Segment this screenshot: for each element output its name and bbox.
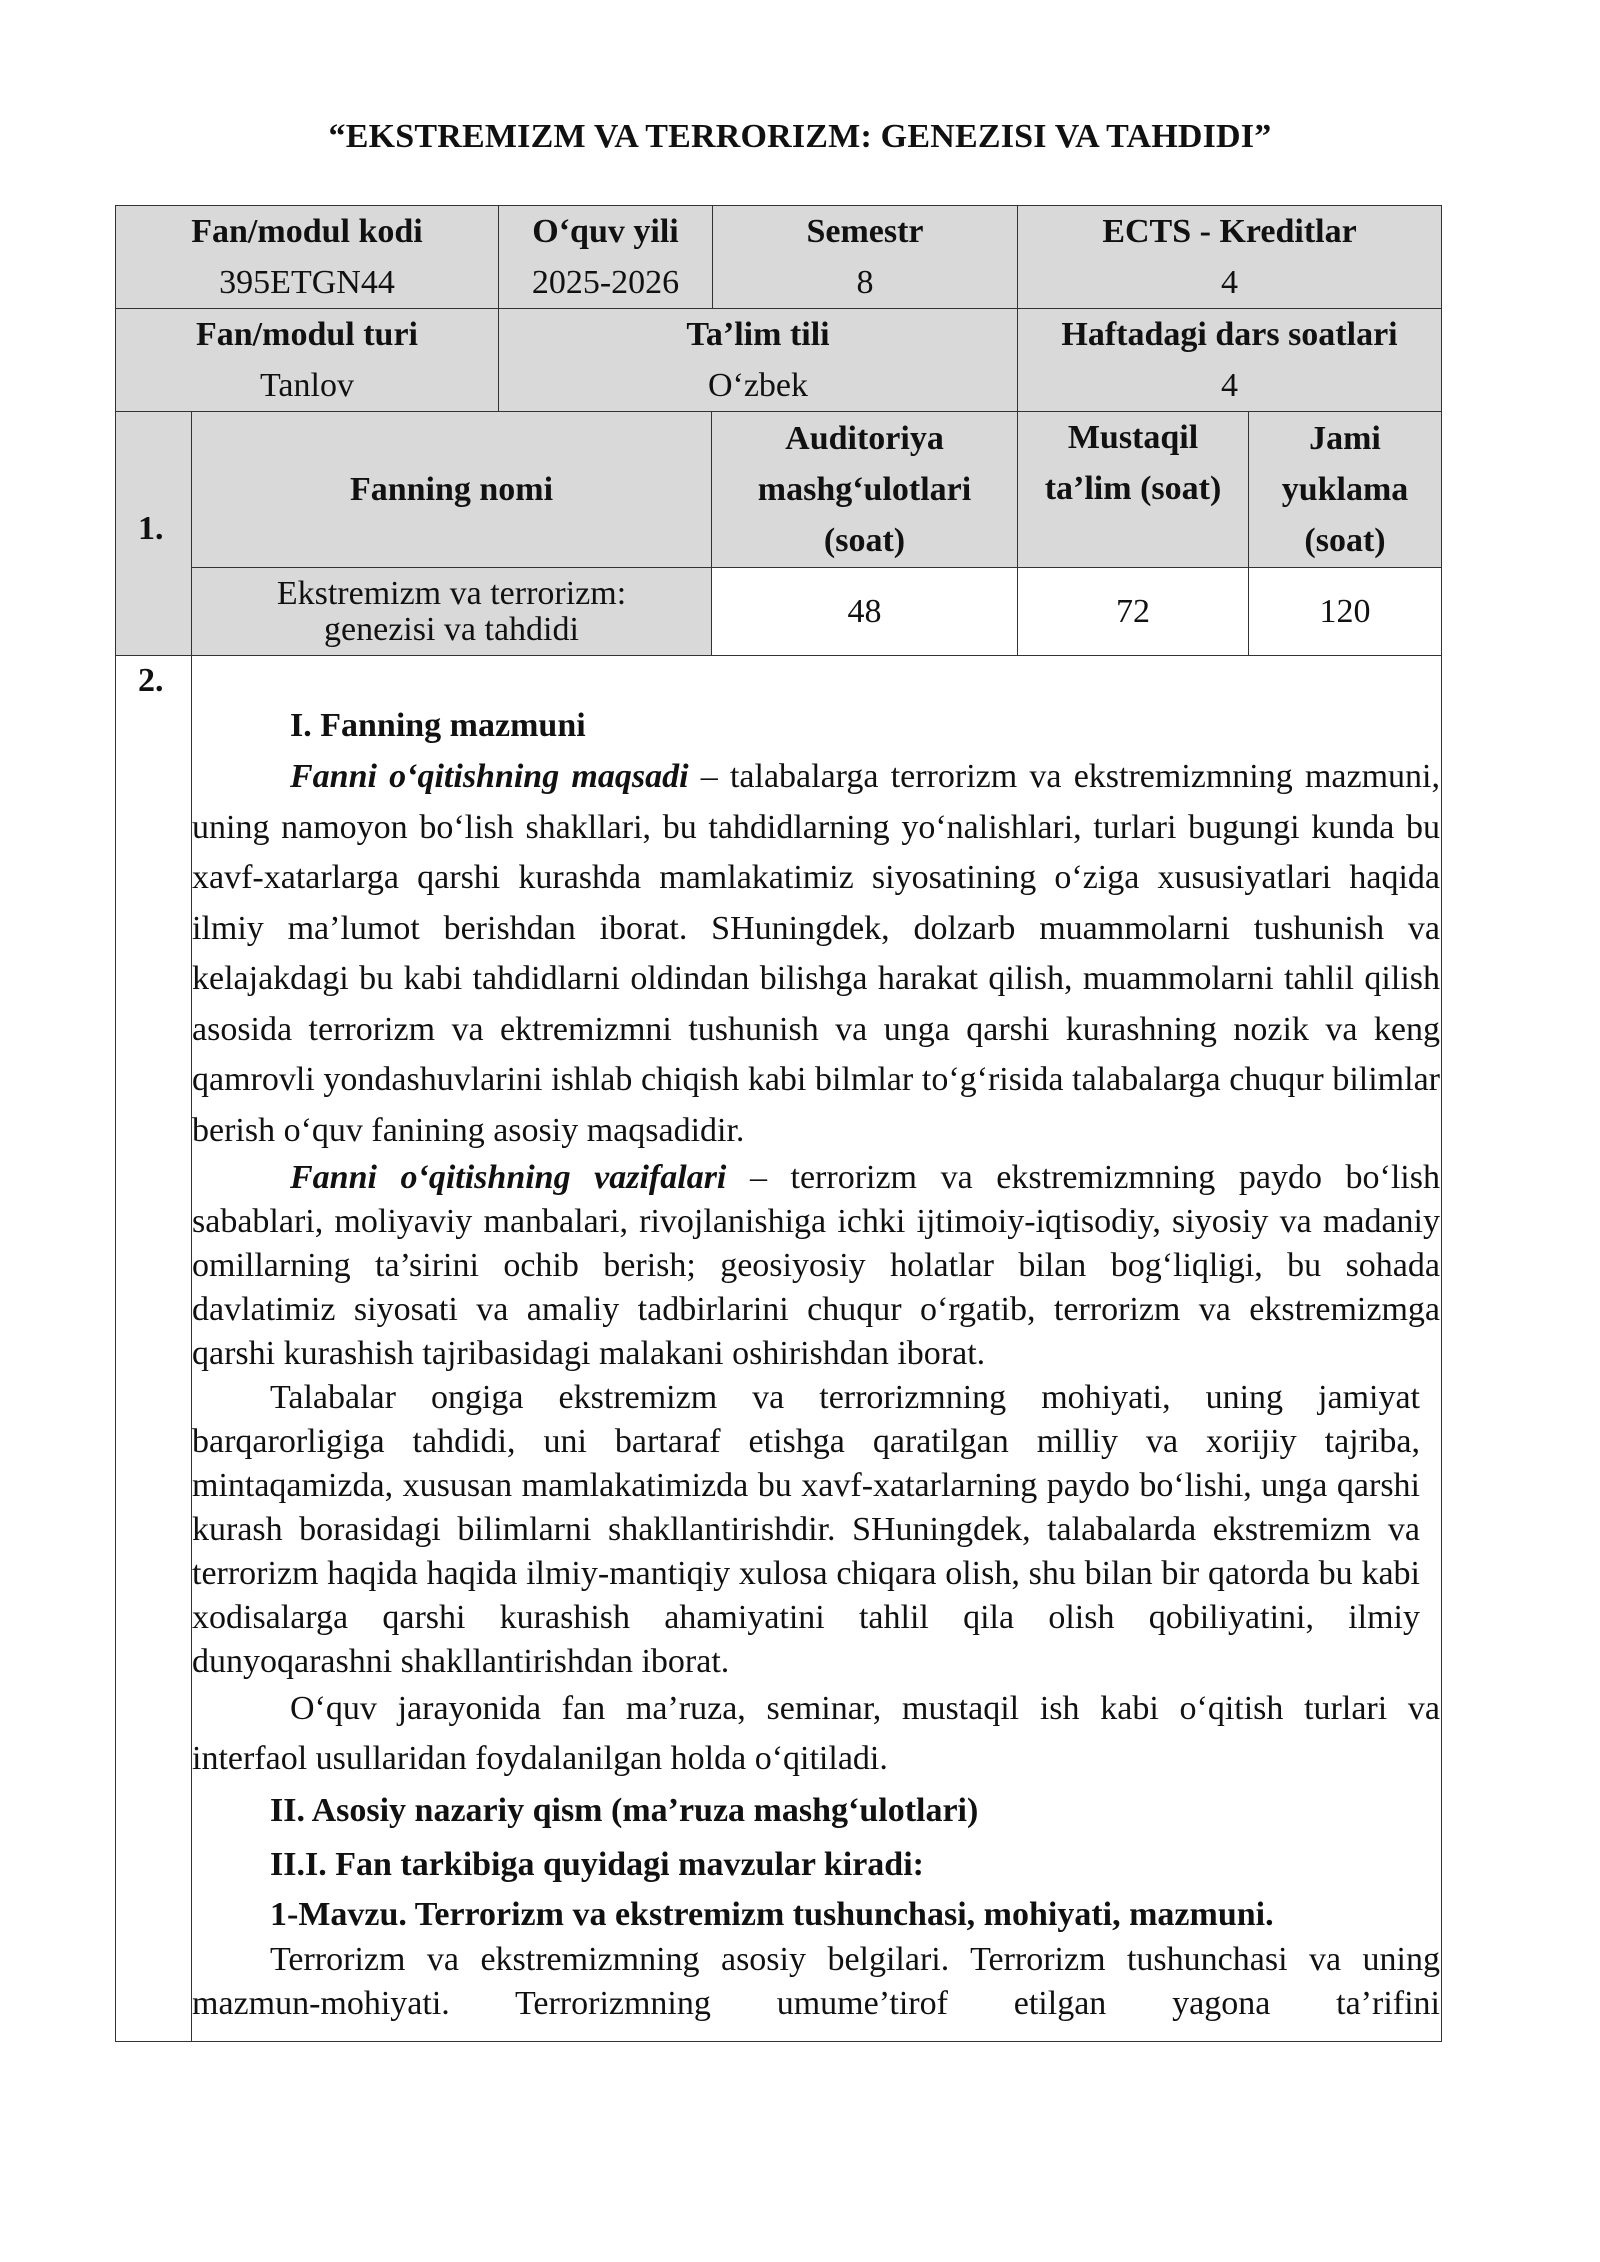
weekly-hours-label: Haftadagi dars soatlari: [1061, 316, 1398, 353]
self-study-label: Mustaqil ta’lim (soat): [1044, 419, 1222, 507]
topic-1-text: Terrorizm va ekstremizmning asosiy belgilari. Terrorizm tushunchasi va uning mazmun-mohiyati. Terrorizmning umume’tirof etilgan yagona ta’rifini: [192, 1941, 1440, 2022]
auditorium-hours-value: 48: [847, 593, 882, 630]
language-label: Ta’lim tili: [686, 316, 830, 353]
course-content: [192, 700, 1440, 2026]
weekly-hours-cell: [1017, 308, 1442, 412]
goal-text: – talabalarga terrorizm va ekstremizmning mazmuni, uning namoyon bo‘lish shakllari, bu tahdidlarning yo‘nalishlari, turlari bugungi kunda bu xavf-xatarlarga qarshi kurashda mamlakatimiz siyosatining o‘ziga xususiyatlari haqida ilmiy ma’lumot berishdan iborat. SHuningdek, dolzarb muammolarni tushunish va kelajakdagi bu kabi tahdidlarni oldindan bilishga harakat qilish, muammolarni tahlil qilish asosida terrorizm va ektremizmni tushunish va unga qarshi kurashning nozik va keng qamrovli yondashuvlarini ishlab chiqish kabi bilmlar to‘g‘risida talabalarga chuqur bilimlar berish o‘quv fanining asosiy maqsadidir.: [192, 758, 1440, 1149]
tasks-lead: Fanni o‘qitishning vazifalari: [290, 1159, 727, 1196]
ects-credits-value: 4: [1221, 264, 1238, 301]
section-heading-theory: II. Asosiy nazariy qism (ma’ruza mashg‘ulotlari): [270, 1792, 979, 1829]
academic-year-label: O‘quv yili: [532, 213, 679, 250]
paragraph-tasks: [192, 1156, 1440, 1376]
row-number-cell-2: [115, 655, 192, 2042]
auditorium-hours-label: Auditoriya mashg‘ulotlari (soat): [757, 420, 972, 559]
semester-label: Semestr: [806, 213, 924, 250]
academic-year-value: 2025-2026: [531, 264, 680, 301]
paragraph-students: Talabalar ongiga ekstremizm va terrorizmning mohiyati, uning jamiyat barqarorligiga tahdidi, uni bartaraf etishga qaratilgan milliy va xorijiy tajriba, mintaqamizda, xususan mamlakatimizda bu xavf-xatarlarning paydo bo‘lishi, unga qarshi kurash borasidagi bilimlarni shakllantirishdir. SHuningdek, talabalarda ekstremizm va terrorizm haqida haqida ilmiy-mantiqiy xulosa chiqara olish, shu bilan bir qatorda bu kabi xodisalarga qarshi kurashish ahamiyatini tahlil qila olish qobiliyatini, ilmiy dunyoqarashni shakllantirishdan iborat.: [192, 1379, 1420, 1680]
language-cell: [498, 308, 1018, 412]
module-code-value: 395ETGN44: [219, 264, 395, 301]
document-title: “EKSTREMIZM VA TERRORIZM: GENEZISI VA TAHDIDI”: [328, 118, 1272, 155]
semester-cell: [712, 205, 1018, 309]
module-type-label: Fan/modul turi: [196, 316, 418, 353]
language-value: O‘zbek: [707, 367, 809, 404]
ects-credits-cell: [1017, 205, 1442, 309]
course-name-value-cell: [191, 567, 712, 656]
semester-value: 8: [856, 264, 874, 301]
total-load-value-cell: [1248, 567, 1442, 656]
paragraph-process: O‘quv jarayonida fan ma’ruza, seminar, mustaqil ish kabi o‘qitish turlari va interfaol usullaridan foydalanilgan holda o‘qitiladi.: [192, 1690, 1440, 1777]
auditorium-hours-header: [711, 411, 1018, 568]
total-load-label: Jami yuklama (soat): [1281, 420, 1409, 559]
row-number-1: 1.: [138, 510, 164, 547]
total-load-value: 120: [1319, 593, 1371, 630]
course-name-value: Ekstremizm va terrorizm: genezisi va tahdidi: [276, 574, 627, 648]
goal-lead: Fanni o‘qitishning maqsadi: [290, 758, 689, 795]
row-number-2: 2.: [138, 662, 164, 699]
row-number-cell: [115, 411, 192, 656]
ects-credits-label: ECTS - Kreditlar: [1102, 213, 1357, 250]
self-study-header: [1017, 411, 1249, 568]
self-study-value-cell: [1017, 567, 1249, 656]
weekly-hours-value: 4: [1221, 367, 1238, 404]
self-study-value: 72: [1116, 593, 1150, 630]
section-heading-topics: II.I. Fan tarkibiga quyidagi mavzular kiradi:: [270, 1846, 924, 1883]
topic-1-heading: 1-Mavzu. Terrorizm va ekstremizm tushunchasi, mohiyati, mazmuni.: [270, 1896, 1274, 1933]
course-name-label: Fanning nomi: [349, 471, 554, 508]
course-name-header: [191, 411, 712, 568]
total-load-header: [1248, 411, 1442, 568]
module-type-value: Tanlov: [260, 367, 354, 404]
tasks-text: – terrorizm va ekstremizmning paydo bo‘lish sabablari, moliyaviy manbalari, rivojlanishiga ichki ijtimoiy-iqtisodiy, siyosiy va madaniy omillarning ta’sirini ochib berish; geosiyosiy holatlar bilan bog‘liqligi, bu sohada davlatimiz siyosati va amaliy tadbirlarini chuqur o‘rgatib, terrorizm va ekstremizmga qarshi kurashish tajribasidagi malakani oshirishdan iborat.: [192, 1159, 1440, 1372]
academic-year-cell: [498, 205, 713, 309]
paragraph-goal: [192, 752, 1440, 1156]
module-type-cell: [115, 308, 499, 412]
module-code-label: Fan/modul kodi: [191, 213, 423, 250]
module-code-cell: [115, 205, 499, 309]
section-heading-content: I. Fanning mazmuni: [290, 707, 586, 744]
auditorium-hours-value-cell: [711, 567, 1018, 656]
